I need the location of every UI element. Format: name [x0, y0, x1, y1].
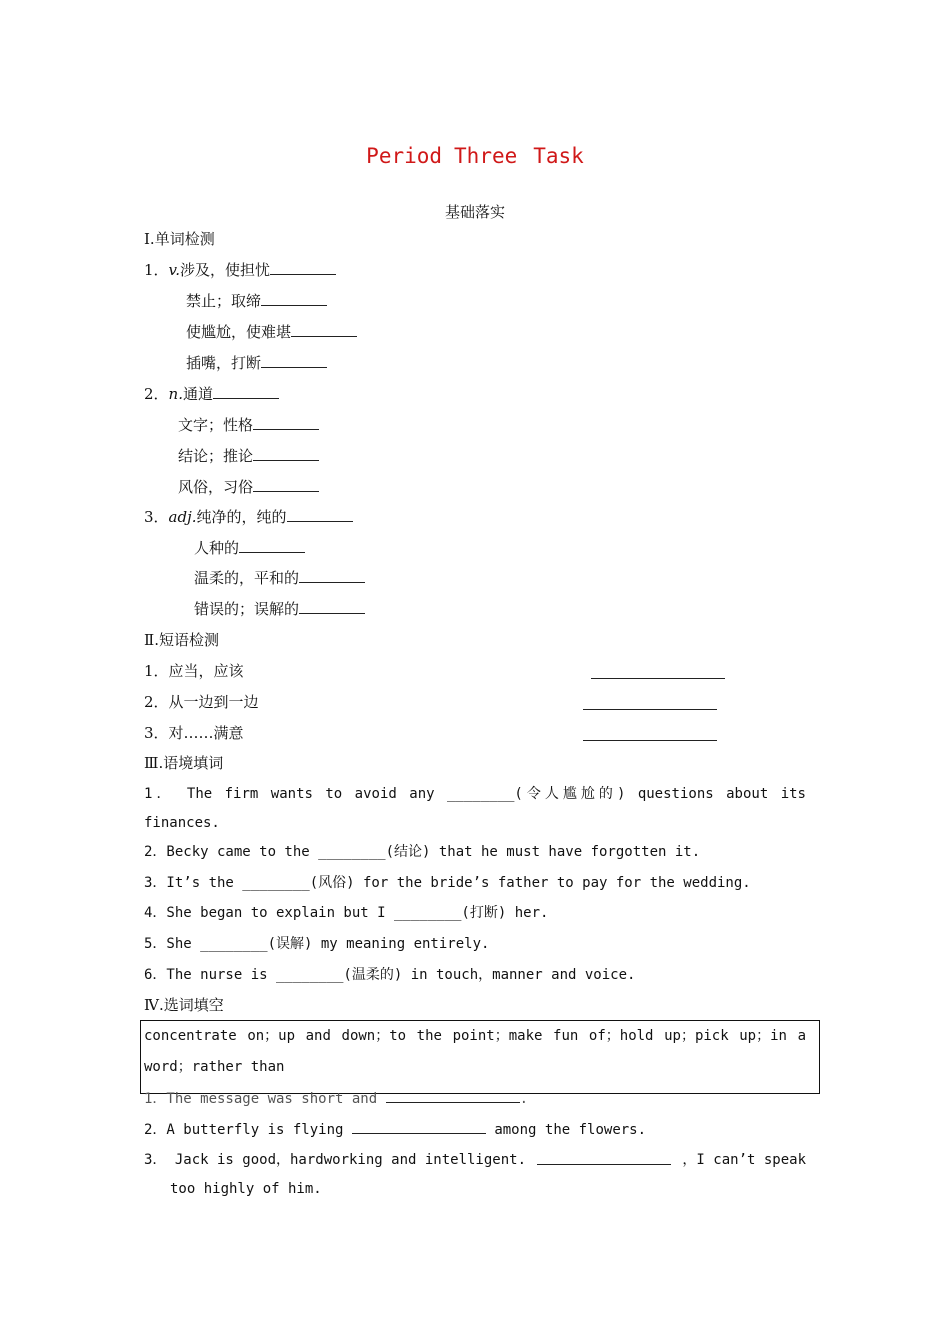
item-text: 人种的 [194, 539, 240, 557]
word-item [144, 507, 353, 527]
item-text: 禁止；取缔 [186, 292, 262, 310]
phrase-item: 1．应当，应该 [144, 662, 244, 680]
answer-blank[interactable] [386, 1088, 520, 1103]
item-text: 纯净的，纯的 [196, 508, 287, 526]
answer-blank[interactable] [299, 599, 365, 614]
item-text: 通道 [182, 385, 213, 403]
title-word: Task [533, 144, 584, 168]
word-item [186, 291, 327, 311]
title-word: Three [454, 144, 518, 168]
word-item [144, 384, 279, 404]
answer-blank[interactable] [299, 568, 365, 583]
answer-blank[interactable] [591, 664, 725, 679]
word-item [194, 599, 365, 619]
page-title [0, 144, 950, 168]
item-text: 插嘴，打断 [186, 354, 262, 372]
question-line: 2．Becky came to the ________(结论) that he must have forgotten it. [144, 844, 701, 860]
question-line [144, 1150, 806, 1170]
item-text: 错误的；误解的 [194, 600, 300, 618]
question-line [144, 1088, 528, 1109]
answer-blank[interactable] [261, 353, 327, 368]
question-line: 6．The nurse is ________(温柔的) in touch，manner and voice. [144, 967, 636, 983]
item-number: 1． [144, 261, 169, 279]
item-text: 涉及，使担忧 [180, 261, 271, 279]
question-line: 4．She began to explain but I ________(打断) her. [144, 905, 549, 921]
word-item [186, 322, 357, 342]
answer-blank[interactable] [287, 507, 353, 522]
section-heading: Ⅰ.单词检测 [144, 230, 215, 248]
part-of-speech: v. [168, 261, 181, 279]
word-item [194, 538, 305, 558]
item-text: 结论；推论 [178, 447, 254, 465]
question-line: too highly of him. [170, 1181, 322, 1197]
word-item [178, 415, 319, 435]
item-number: 2． [144, 385, 169, 403]
question-text: among the flowers. [494, 1122, 647, 1138]
answer-blank[interactable] [352, 1119, 486, 1134]
part-of-speech: adj. [168, 508, 197, 526]
word-item [178, 477, 319, 497]
question-text: ，I can’t speak [682, 1152, 806, 1168]
word-item [194, 568, 365, 588]
item-number: 3． [144, 508, 169, 526]
word-item [178, 446, 319, 466]
answer-blank[interactable] [270, 260, 336, 275]
answer-blank[interactable] [253, 477, 319, 492]
question-line: finances. [144, 815, 220, 831]
phrase-item: 2．从一边到一边 [144, 693, 259, 711]
phrase-item: 3．对……满意 [144, 724, 244, 742]
item-text: 使尴尬，使难堪 [186, 323, 292, 341]
section-heading: Ⅱ.短语检测 [144, 631, 219, 649]
answer-blank[interactable] [253, 415, 319, 430]
answer-blank[interactable] [213, 384, 279, 399]
answer-blank[interactable] [239, 538, 305, 553]
section-heading: Ⅲ.语境填词 [144, 754, 224, 772]
answer-blank[interactable] [291, 322, 357, 337]
item-text: 温柔的，平和的 [194, 569, 300, 587]
question-line [144, 1119, 646, 1140]
part-of-speech: n. [168, 385, 183, 403]
question-text: . [519, 1091, 529, 1107]
answer-blank[interactable] [583, 726, 717, 741]
item-text: 文字；性格 [178, 416, 254, 434]
section-subtitle: 基础落实 [444, 203, 505, 221]
question-line: 3．It’s the ________(风俗) for the bride’s father to pay for the wedding. [144, 875, 751, 891]
word-bank-line: concentrate on；up and down；to the point；make fun of；hold up；pick up；in a [144, 1028, 806, 1044]
answer-blank[interactable] [253, 446, 319, 461]
section-heading: Ⅳ.选词填空 [144, 996, 224, 1014]
title-word: Period [366, 144, 443, 168]
answer-blank[interactable] [537, 1150, 671, 1165]
question-line: 1． The firm wants to avoid any ________(令人尴尬的) questions about its [144, 786, 806, 802]
item-text: 风俗，习俗 [178, 478, 254, 496]
answer-blank[interactable] [261, 291, 327, 306]
word-bank-line: word；rather than [144, 1059, 285, 1075]
word-item [186, 353, 327, 373]
question-text: 3． Jack is good，hardworking and intelligent. [144, 1152, 527, 1168]
question-text: 2．A butterfly is flying [144, 1122, 344, 1138]
question-text: 1．The message was short and [144, 1091, 378, 1107]
word-item [144, 260, 336, 280]
question-line: 5．She ________(误解) my meaning entirely. [144, 936, 490, 952]
answer-blank[interactable] [583, 695, 717, 710]
